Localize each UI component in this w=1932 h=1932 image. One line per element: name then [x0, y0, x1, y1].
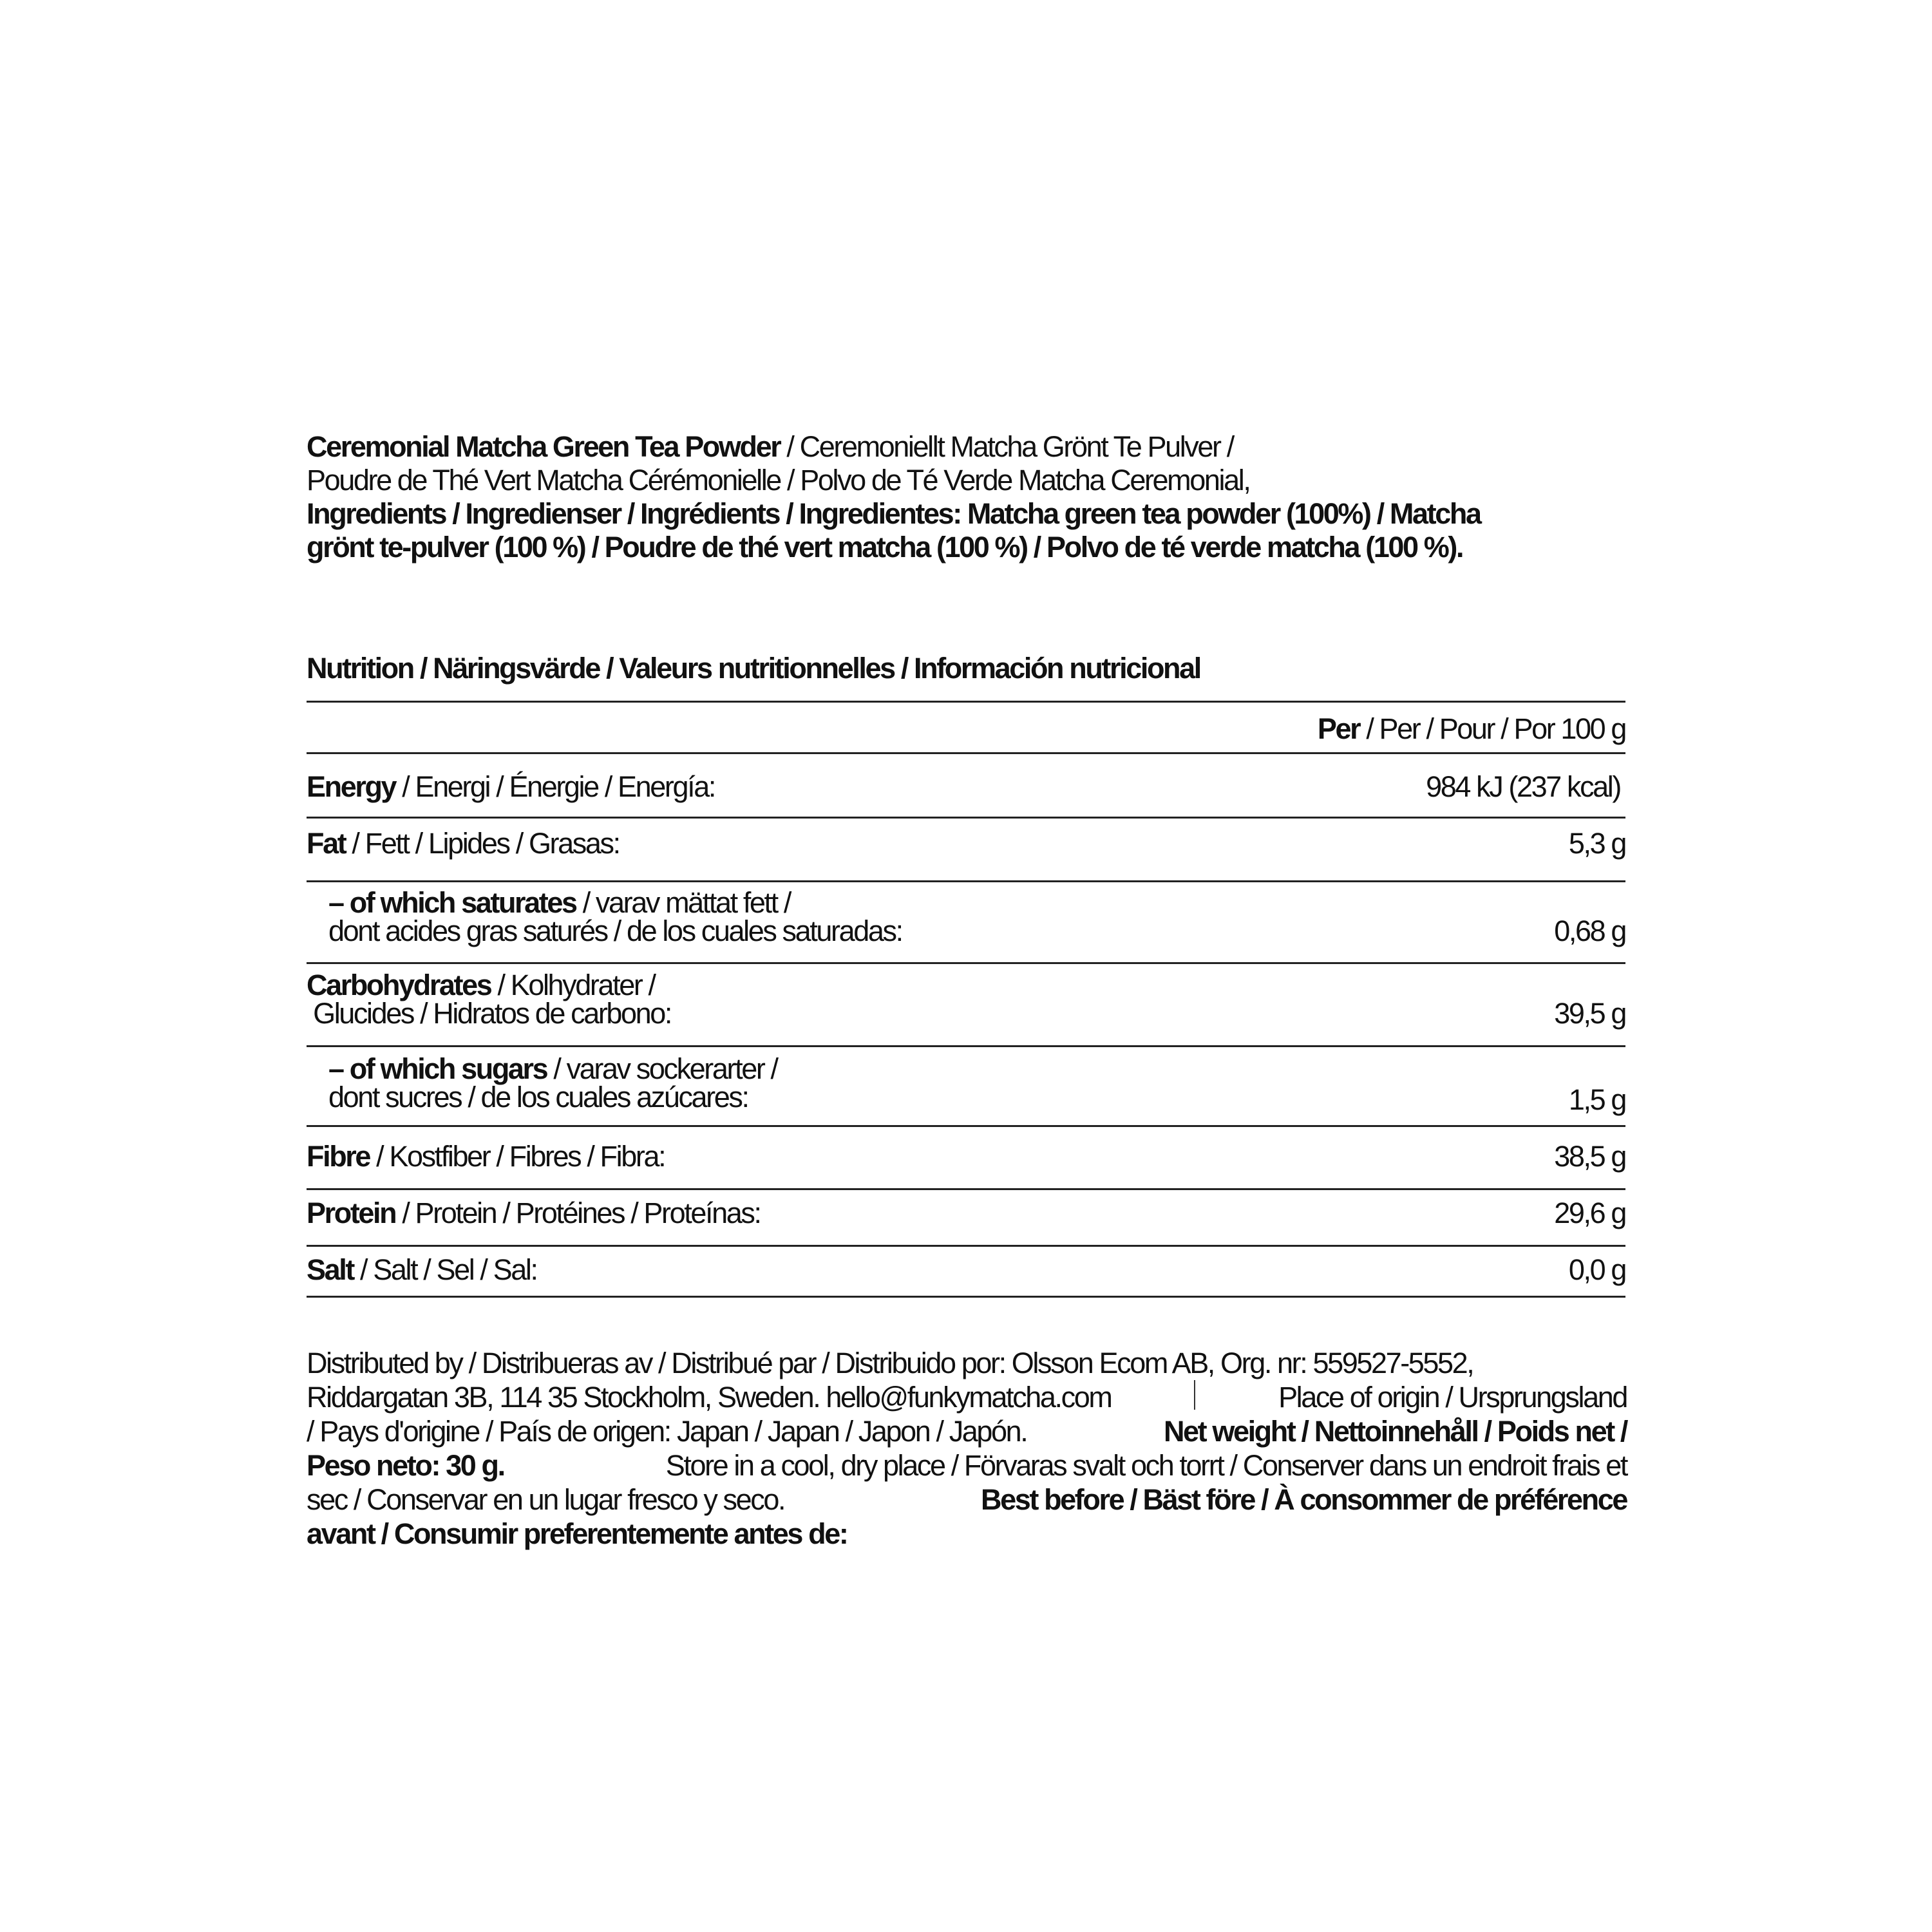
storage-text-1: Store in a cool, dry place / Förvaras svalt och torrt / Conserver dans un endroit frais et [665, 1449, 1627, 1482]
row-protein-value: 29,6 g [1554, 1197, 1625, 1229]
sugars-label-rest: / varav sockerarter / [547, 1052, 777, 1085]
footer-line-2 [307, 1380, 1627, 1414]
protein-label-rest: / Protein / Protéines / Proteínas: [395, 1197, 761, 1229]
per-header-bold: Per [1317, 712, 1360, 745]
carbohydrates-label-bold: Carbohydrates [307, 969, 491, 1001]
energy-label-rest: / Energi / Énergie / Energía: [395, 770, 715, 803]
row-fat-label [307, 829, 620, 858]
footer-line-3 [307, 1414, 1627, 1448]
best-before-label-1: Best before / Bäst före / À consommer de préférence [981, 1483, 1627, 1516]
row-fibre-value: 38,5 g [1554, 1140, 1625, 1173]
row-carbohydrates-label [307, 971, 671, 1028]
net-weight-value: Peso neto: 30 g. [307, 1449, 504, 1482]
table-rule [307, 1125, 1625, 1127]
row-energy-value: 984 kJ (237 kcal) [1426, 770, 1620, 803]
table-rule [307, 1296, 1625, 1298]
sugars-label-line-2: dont sucres / de los cuales azúcares: [328, 1081, 748, 1113]
saturates-label-line-1 [328, 886, 902, 919]
address-text: Riddargatan 3B, 114 35 Stockholm, Sweden. hello@funkymatcha.com [307, 1381, 1112, 1414]
separator-bar [1194, 1380, 1195, 1410]
sugars-label-line-1 [328, 1052, 777, 1085]
ingredients-text-2: grönt te-pulver (100 %) / Poudre de thé vert matcha (100 %) / Polvo de té verde matcha (100 %). [307, 531, 1463, 564]
salt-label-rest: / Salt / Sel / Sal: [353, 1253, 537, 1286]
product-title-rest: / Ceremoniellt Matcha Grönt Te Pulver / [780, 430, 1233, 463]
saturates-label-rest: / varav mättat fett / [576, 886, 790, 919]
product-title-line-1 [307, 430, 1633, 464]
table-rule [307, 701, 1625, 703]
footer-line-1 [307, 1346, 1627, 1380]
footer-line-6 [307, 1517, 1627, 1551]
product-description [307, 430, 1633, 564]
salt-label-bold: Salt [307, 1253, 354, 1286]
table-rule [307, 817, 1625, 819]
row-salt-value: 0,0 g [1568, 1253, 1625, 1286]
row-saturates-label [328, 886, 902, 947]
distributor-text: Distributed by / Distribueras av / Distribué par / Distribuido por: Olsson Ecom AB, Org. nr: 559527-5552, [307, 1347, 1473, 1379]
row-fat-value: 5,3 g [1568, 827, 1625, 860]
best-before-label-2: avant / Consumir preferentemente antes de: [307, 1517, 848, 1550]
distribution-info [307, 1346, 1627, 1551]
footer-line-4 [307, 1448, 1627, 1482]
row-energy-label [307, 770, 715, 803]
ingredients-text-1: Ingredients / Ingredienser / Ingrédients / Ingredientes: Matcha green tea powder (100%) / Matcha [307, 497, 1481, 530]
carbohydrates-label-rest: / Kolhydrater / [491, 969, 655, 1001]
saturates-label-bold: – of which saturates [328, 886, 576, 919]
per-100g-header [1317, 712, 1625, 745]
table-rule [307, 1188, 1625, 1190]
footer-line-5 [307, 1482, 1627, 1517]
row-carbohydrates-value: 39,5 g [1554, 997, 1625, 1030]
storage-text-2: sec / Conservar en un lugar fresco y seco. [307, 1483, 785, 1516]
carbohydrates-label-line-1 [307, 971, 671, 999]
row-sugars-label [328, 1052, 777, 1113]
net-weight-label: Net weight / Nettoinnehåll / Poids net / [1163, 1415, 1627, 1448]
row-saturates-value: 0,68 g [1554, 914, 1625, 947]
fibre-label-rest: / Kostfiber / Fibres / Fibra: [370, 1140, 665, 1173]
fat-label-bold: Fat [307, 827, 346, 860]
table-rule [307, 1045, 1625, 1047]
row-salt-label [307, 1253, 537, 1286]
saturates-label-line-2: dont acides gras saturés / de los cuales saturadas: [328, 914, 902, 947]
table-rule [307, 1245, 1625, 1247]
product-title-bold: Ceremonial Matcha Green Tea Powder [307, 430, 781, 463]
carbohydrates-label-line-2: Glucides / Hidratos de carbono: [307, 997, 672, 1030]
ingredients-line-1 [307, 497, 1633, 531]
table-rule [307, 962, 1625, 964]
origin-label-text: Place of origin / Ursprungsland [1278, 1381, 1627, 1414]
nutrition-title: Nutrition / Näringsvärde / Valeurs nutritionnelles / Información nutricional [307, 652, 1200, 685]
origin-text: / Pays d'origine / País de origen: Japan / Japan / Japon / Japón. [307, 1415, 1027, 1448]
sugars-label-bold: – of which sugars [328, 1052, 547, 1085]
energy-label-bold: Energy [307, 770, 396, 803]
row-protein-label [307, 1199, 761, 1227]
fibre-label-bold: Fibre [307, 1140, 370, 1173]
fat-label-rest: / Fett / Lipides / Grasas: [345, 827, 620, 860]
protein-label-bold: Protein [307, 1197, 396, 1229]
row-fibre-label [307, 1142, 665, 1171]
table-rule [307, 880, 1625, 882]
table-rule [307, 752, 1625, 754]
row-sugars-value: 1,5 g [1568, 1083, 1625, 1116]
product-title-line-2: Poudre de Thé Vert Matcha Cérémonielle / Polvo de Té Verde Matcha Ceremonial, [307, 464, 1250, 497]
per-header-rest: / Per / Pour / Por 100 g [1359, 712, 1625, 745]
ingredients-line-2 [307, 531, 1633, 564]
